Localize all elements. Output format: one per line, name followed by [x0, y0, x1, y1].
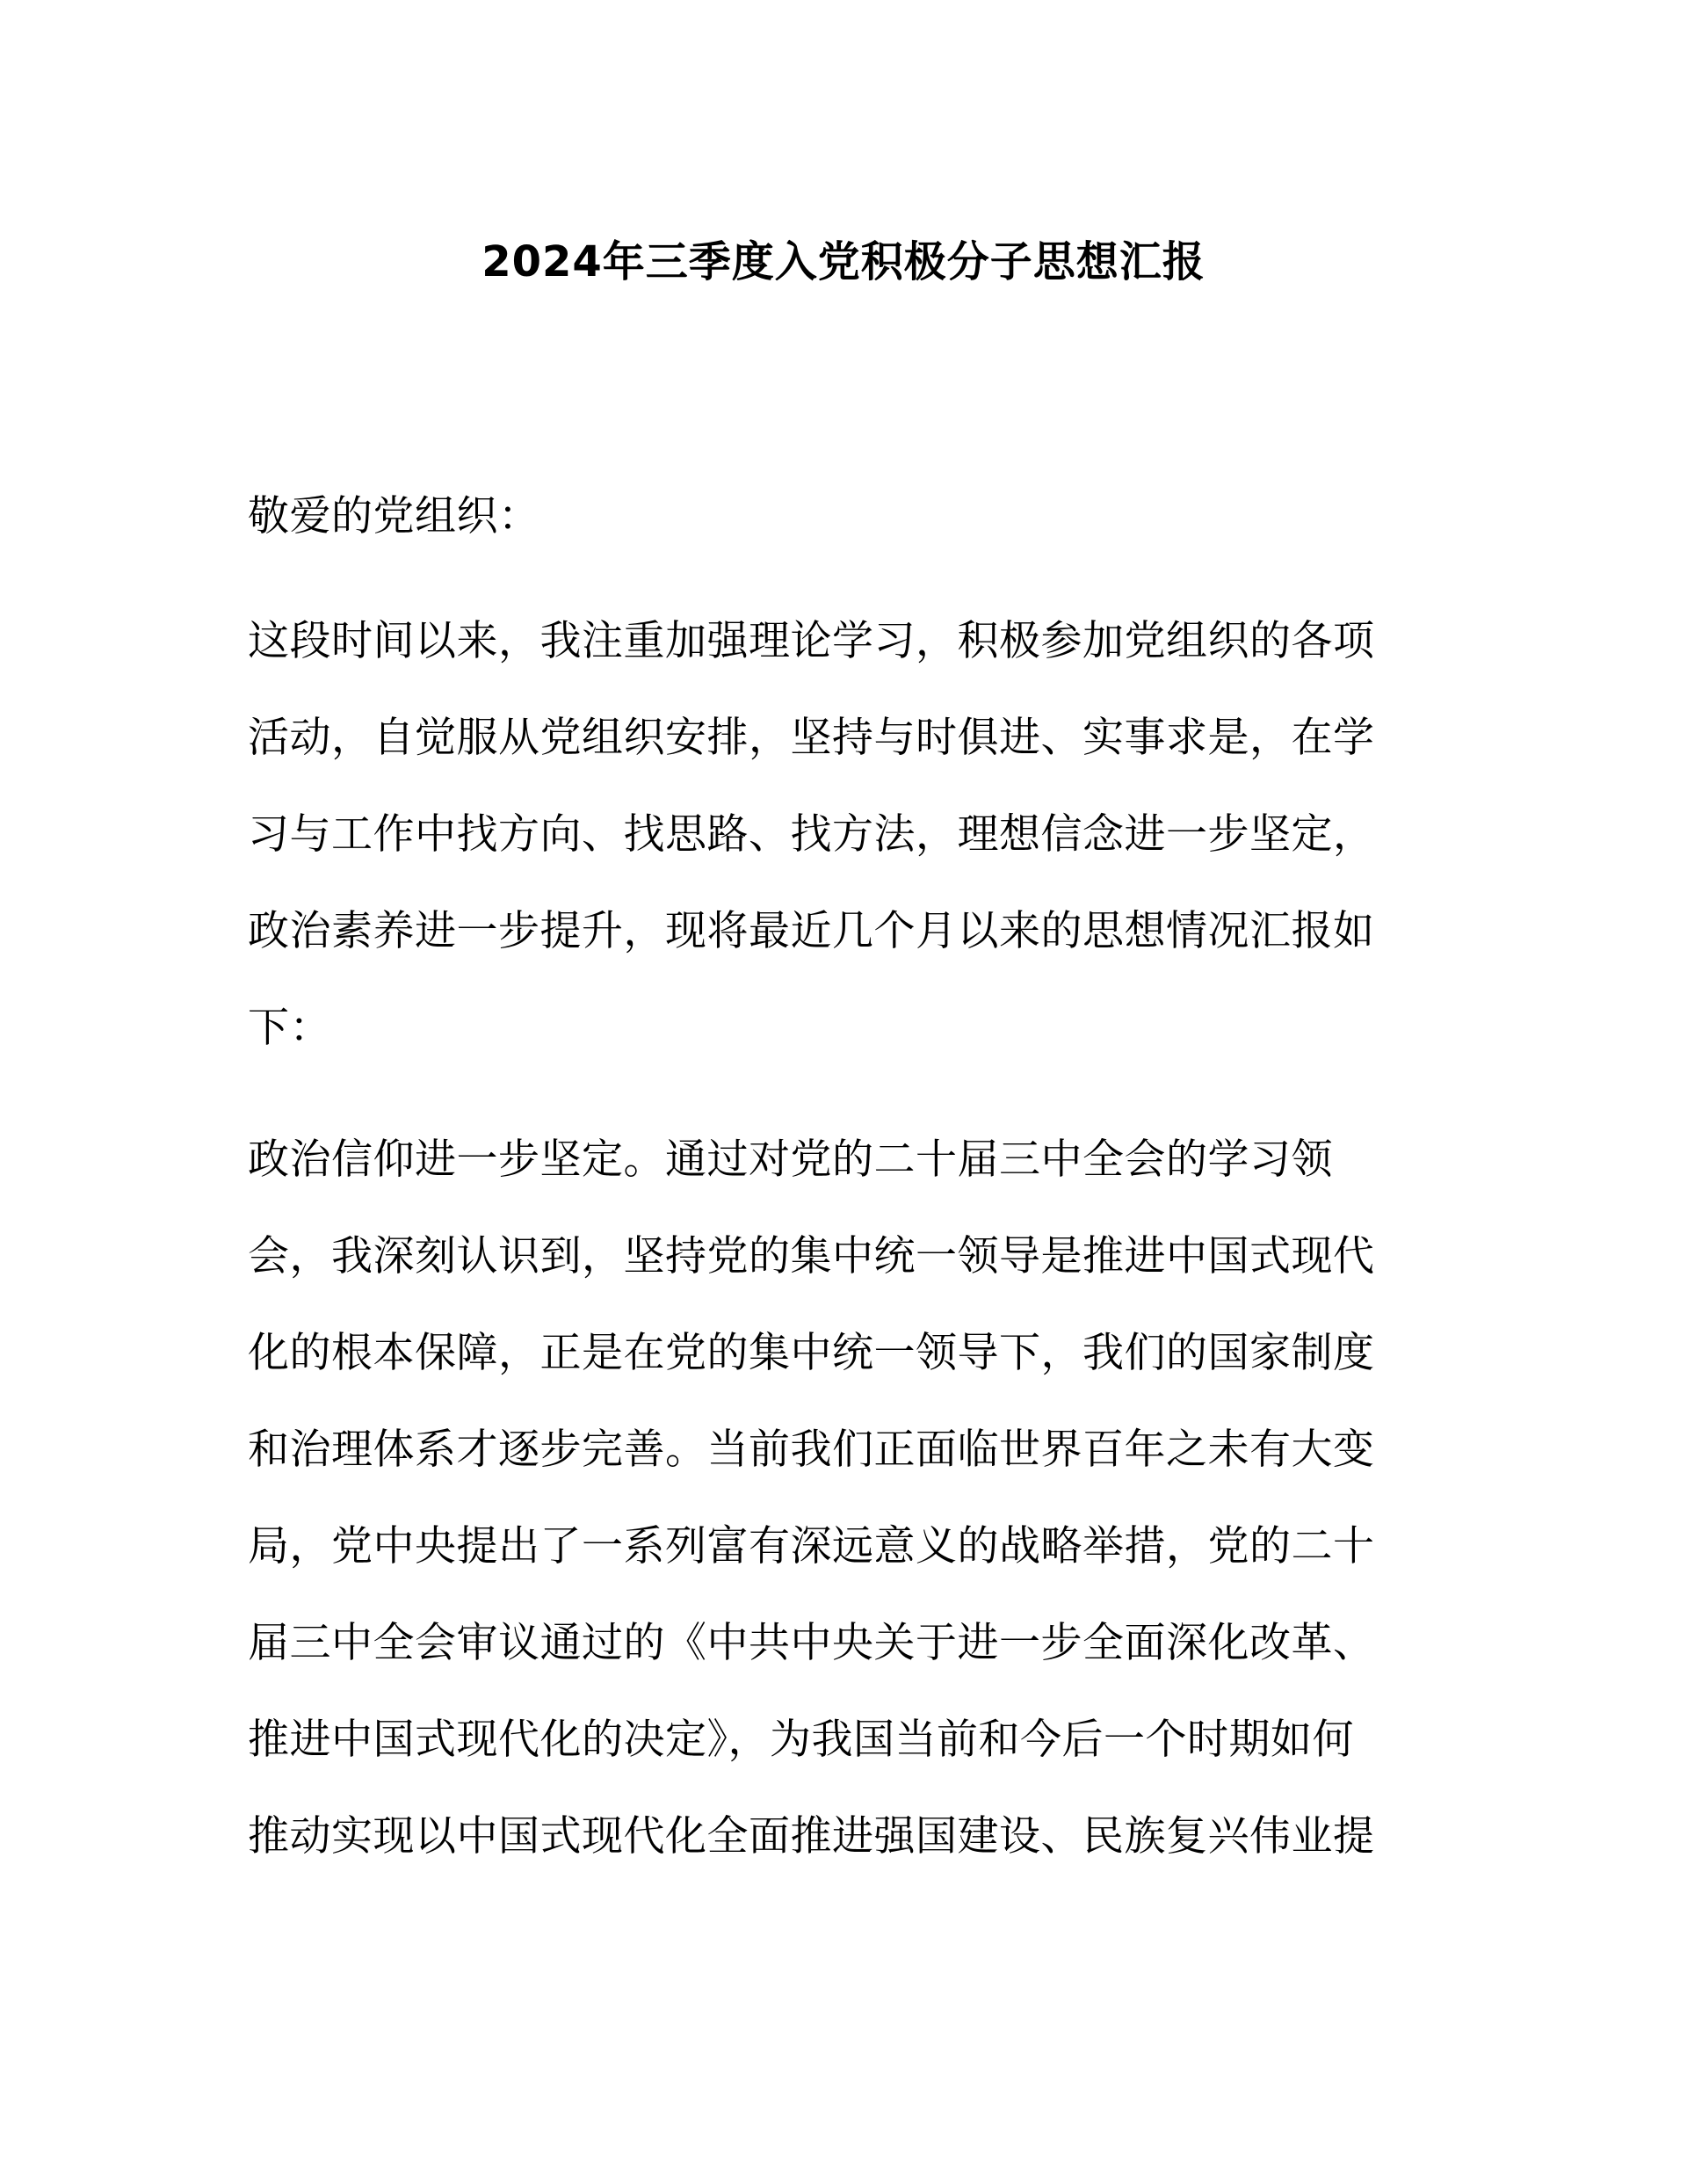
paragraph-line: 政治素养进一步提升，现将最近几个月以来的思想情况汇报如	[248, 907, 1375, 955]
paragraph-line: 政治信仰进一步坚定。通过对党的二十届三中全会的学习领	[248, 1136, 1333, 1184]
paragraph-line: 习与工作中找方向、找思路、找方法，理想信念进一步坚定，	[248, 810, 1375, 859]
salutation: 敬爱的党组织：	[248, 492, 540, 541]
paragraph-line: 下：	[248, 1004, 331, 1052]
document-title: 2024年三季度入党积极分子思想汇报	[481, 237, 1206, 287]
paragraph-line: 化的根本保障，正是在党的集中统一领导下，我们的国家制度	[248, 1329, 1375, 1377]
paragraph-line: 会，我深刻认识到，坚持党的集中统一领导是推进中国式现代	[248, 1232, 1375, 1281]
paragraph-line: 推动实现以中国式现代化全面推进强国建设、民族复兴伟业提	[248, 1812, 1375, 1861]
paragraph-line: 这段时间以来，我注重加强理论学习，积极参加党组织的各项	[248, 617, 1375, 665]
paragraph-line: 届三中全会审议通过的《中共中央关于进一步全面深化改革、	[248, 1619, 1375, 1667]
paragraph-line: 推进中国式现代化的决定》，为我国当前和今后一个时期如何	[248, 1716, 1354, 1764]
paragraph-line: 和治理体系才逐步完善。当前我们正面临世界百年之未有大变	[248, 1426, 1375, 1474]
paragraph-line: 活动，自觉服从党组织安排，坚持与时俱进、实事求是，在学	[248, 714, 1375, 762]
paragraph-line: 局，党中央提出了一系列富有深远意义的战略举措，党的二十	[248, 1522, 1375, 1571]
